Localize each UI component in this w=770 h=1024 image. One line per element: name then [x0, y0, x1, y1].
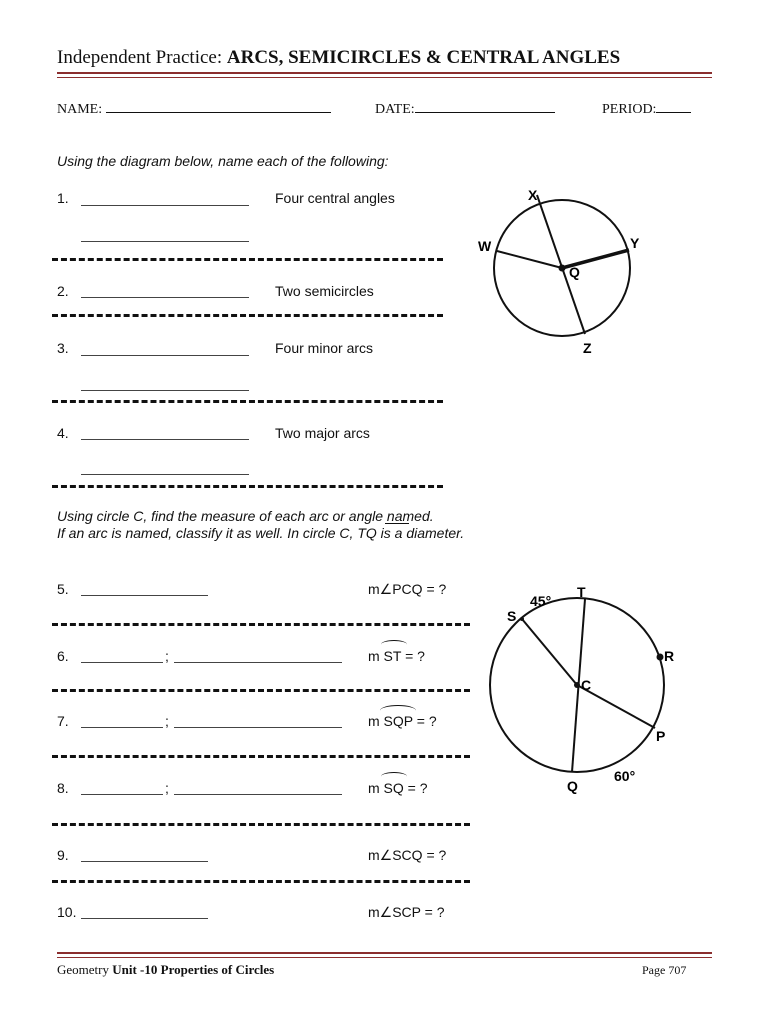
question-prompt: Two semicircles [275, 283, 374, 299]
question-prompt: m∠PCQ = ? [368, 581, 447, 597]
question-number: 3. [57, 340, 69, 356]
question-prompt: m SQ = ? [368, 780, 428, 796]
answer-blank[interactable] [81, 192, 249, 206]
question-number: 6. [57, 648, 69, 664]
label-x: X [528, 187, 538, 203]
answer-blank-classify[interactable] [174, 781, 342, 795]
dashed-divider [52, 258, 443, 261]
dashed-divider [52, 314, 443, 317]
question-number: 5. [57, 581, 69, 597]
center-point-c [574, 682, 580, 688]
point-r [657, 654, 664, 661]
question-9 [57, 847, 69, 863]
part1-instruction: Using the diagram below, name each of the following: [57, 153, 389, 169]
page-title [57, 47, 620, 69]
footer-course-name: Geometry [57, 962, 113, 977]
center-point-q [559, 265, 566, 272]
point-s [520, 617, 524, 621]
circle-diagram-1 [470, 178, 670, 358]
question-prompt: Two major arcs [275, 425, 370, 441]
dashed-divider [52, 485, 443, 488]
header-rule [57, 72, 712, 74]
answer-blank[interactable] [81, 582, 208, 596]
question-4 [57, 425, 69, 441]
question-number: 8. [57, 780, 69, 796]
dashed-divider [52, 623, 470, 626]
answer-blank[interactable] [81, 228, 249, 242]
line-overbar-tq [385, 523, 409, 524]
footer-unit: Unit -10 Properties of Circles [112, 962, 275, 977]
question-number: 1. [57, 190, 69, 206]
name-label: NAME: [57, 102, 103, 117]
label-r: R [664, 648, 675, 664]
radius-qw [497, 251, 562, 268]
period-label: PERIOD: [602, 102, 657, 117]
label-angle-45: 45° [530, 593, 552, 609]
question-number: 10. [57, 904, 77, 920]
footer-course [57, 962, 274, 978]
answer-blank-classify[interactable] [174, 714, 342, 728]
dashed-divider [52, 400, 443, 403]
arc-symbol [381, 772, 407, 781]
answer-blank[interactable] [81, 848, 208, 862]
question-prompt: Four minor arcs [275, 340, 374, 356]
header-rule-thin [57, 77, 712, 78]
question-number: 9. [57, 847, 69, 863]
dashed-divider [52, 823, 470, 826]
question-prompt: Four central angles [275, 190, 395, 206]
question-prompt: m∠SCQ = ? [368, 847, 447, 863]
answer-blank[interactable] [81, 426, 249, 440]
label-w: W [478, 238, 492, 254]
title-bold: ARCS, SEMICIRCLES & CENTRAL ANGLES [226, 47, 621, 68]
question-prompt: m ST = ? [368, 648, 425, 664]
answer-blank-measure[interactable] [81, 649, 163, 663]
part2-instruction-line1: Using circle C, find the measure of each arc or angle named. [57, 508, 434, 524]
date-field[interactable] [375, 100, 555, 118]
label-y: Y [630, 235, 640, 251]
footer-rule [57, 952, 712, 954]
part2-instruction-line2: If an arc is named, classify it as well. In circle C, TQ is a diameter. [57, 525, 465, 541]
dashed-divider [52, 689, 470, 692]
answer-blank-measure[interactable] [81, 781, 163, 795]
date-label: DATE: [375, 102, 415, 117]
circle-diagram-2 [480, 575, 690, 805]
name-field[interactable] [57, 100, 331, 118]
label-c: C [581, 677, 592, 693]
question-prompt: m∠SCP = ? [368, 904, 445, 920]
title-prefix: Independent Practice: [57, 47, 227, 68]
question-prompt: m SQP = ? [368, 713, 437, 729]
answer-blank[interactable] [81, 284, 249, 298]
dashed-divider [52, 755, 470, 758]
separator: ; [165, 780, 169, 796]
answer-blank[interactable] [81, 377, 249, 391]
period-field[interactable] [602, 100, 691, 118]
label-p: P [656, 728, 666, 744]
question-7 [57, 713, 69, 729]
name-blank[interactable] [106, 100, 331, 113]
date-blank[interactable] [415, 100, 555, 113]
label-t: T [577, 584, 586, 600]
label-q: Q [567, 778, 578, 794]
arc-symbol [381, 640, 407, 649]
footer-rule-thin [57, 957, 712, 958]
question-8 [57, 780, 69, 796]
question-number: 2. [57, 283, 69, 299]
footer-page-number: Page 707 [642, 963, 687, 977]
arc-symbol [380, 705, 416, 716]
separator: ; [165, 648, 169, 664]
answer-blank[interactable] [81, 905, 208, 919]
question-6 [57, 648, 69, 664]
label-q: Q [569, 264, 580, 280]
question-2 [57, 283, 69, 299]
separator: ; [165, 713, 169, 729]
label-z: Z [583, 340, 592, 356]
radius-cs [522, 619, 577, 685]
answer-blank[interactable] [81, 461, 249, 475]
label-s: S [507, 608, 517, 624]
answer-blank-classify[interactable] [174, 649, 342, 663]
question-10 [57, 904, 76, 920]
question-1 [57, 190, 69, 206]
label-angle-60: 60° [614, 768, 636, 784]
question-number: 4. [57, 425, 69, 441]
answer-blank[interactable] [81, 342, 249, 356]
question-5 [57, 581, 69, 597]
dashed-divider [52, 880, 470, 883]
answer-blank-measure[interactable] [81, 714, 163, 728]
period-blank[interactable] [656, 100, 691, 113]
question-3 [57, 340, 69, 356]
question-number: 7. [57, 713, 69, 729]
